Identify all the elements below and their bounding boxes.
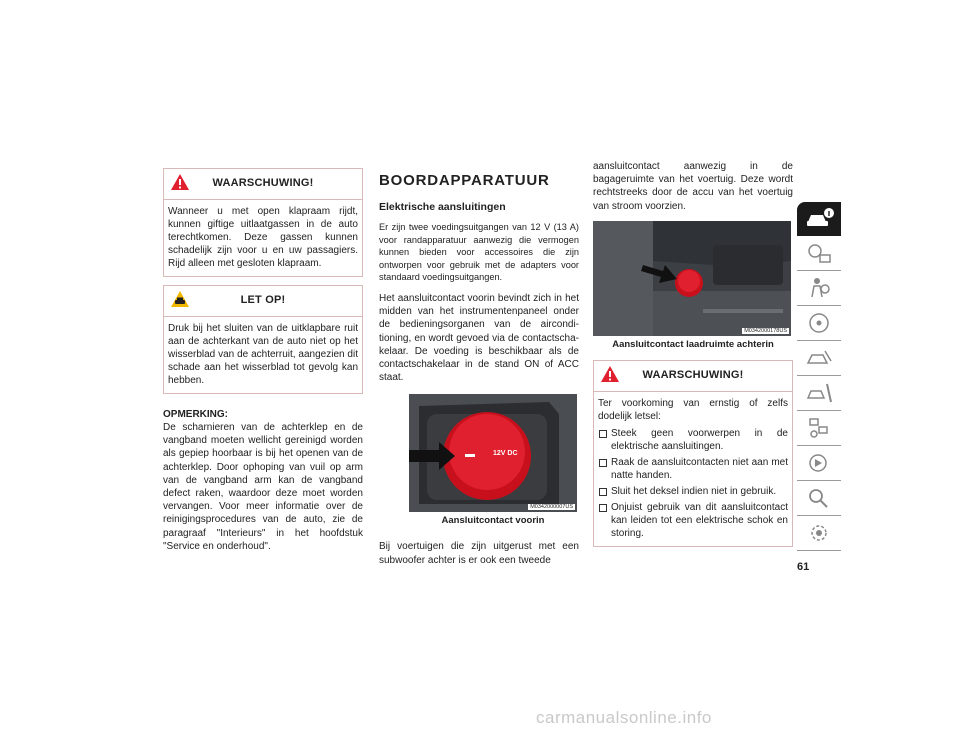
gear-icon xyxy=(805,520,835,546)
car-info-icon xyxy=(805,206,835,232)
note-heading: OPMERKING: xyxy=(163,409,228,420)
checkbox-square-icon xyxy=(599,459,607,467)
tab-starting-operating[interactable] xyxy=(797,306,841,341)
column-middle xyxy=(379,168,579,567)
steering-wheel-icon xyxy=(805,310,835,336)
warning-header xyxy=(164,169,362,200)
section-title: BOORDAPPARATUUR xyxy=(379,172,550,189)
tow-truck-icon xyxy=(805,345,835,371)
tab-technical-specs[interactable] xyxy=(797,411,841,446)
list-item: Raak de aansluitcontacten niet aan met natte handen. xyxy=(598,456,788,482)
rear-outlet-code: M0342000178US xyxy=(744,327,787,334)
front-outlet-caption: Aansluitcontact voorin xyxy=(441,515,545,527)
rear-outlet-caption: Aansluitcontact laadruimte achterin xyxy=(612,338,774,350)
section-subtitle: Elektrische aansluitingen xyxy=(379,201,506,213)
specs-icon xyxy=(805,415,835,441)
column-left xyxy=(163,168,363,553)
paragraph-3: Bij voertuigen die zijn uitgerust met een subwoofer achter is er ook een tweede xyxy=(379,541,579,566)
tab-emergency[interactable] xyxy=(797,341,841,376)
page-number: 61 xyxy=(797,561,810,573)
warning-box-2 xyxy=(593,360,793,547)
tab-multimedia[interactable] xyxy=(797,446,841,481)
tab-instrument-panel[interactable] xyxy=(797,236,841,271)
tab-language[interactable] xyxy=(797,516,841,551)
note-text: De scharnieren van de achterklep en de vangband moeten wellicht gereinigd worden als gepiep hoorbaar is bij het openen van de achterklep. Door ophoping van vuil op arm van de vangband arm kan de vangband defect raken, waardoor deze moet worden vervangen. Voor meer informatie over de reinigingsprocedures van de auto, zie de paragraaf "Interieurs" in het hoofdstuk "Service en onderhoud". xyxy=(163,422,363,552)
checkbox-square-icon xyxy=(599,430,607,438)
warning-list xyxy=(598,427,788,540)
paragraph-1: Er zijn twee voedingsuitgangen van 12 V (13 A) voor randapparatuur aanwezig die vermogen kunnen bieden voor accessoires die zijn ontworpen voor gebruik met de adapters voor standaard voedingsuitgangen. xyxy=(379,222,579,283)
multimedia-icon xyxy=(805,450,835,476)
rear-outlet-figure xyxy=(593,221,791,336)
warning-intro: Ter voorkoming van ernstig of zelfs dodelijk letsel: xyxy=(598,397,788,422)
checkbox-square-icon xyxy=(599,488,607,496)
list-item: Steek geen voorwerpen in de elektrische aansluitingen. xyxy=(598,427,788,453)
warning-text: Wanneer u met open klapraam rijdt, kunnen giftige uitlaatgassen in de auto terechtkomen. Deze gassen kunnen schadelijk zijn voor u en uw passagiers. Rijd alleen met gesloten klapraam. xyxy=(168,206,358,269)
list-item: Onjuist gebruik van dit aansluitcontact kan leiden tot een elektrische schok en storing. xyxy=(598,501,788,540)
seatbelt-icon xyxy=(805,275,835,301)
warning-box xyxy=(163,168,363,277)
tab-index[interactable] xyxy=(797,481,841,516)
chapter-tabs xyxy=(797,202,841,551)
caution-box xyxy=(163,285,363,394)
column-right xyxy=(593,161,793,547)
paragraph-4: aansluitcontact aanwezig in de bagageruimte van het voertuig. Deze wordt rechtstreeks door de accu van het voertuig van stroom voorzien. xyxy=(593,161,793,212)
caution-title: LET OP! xyxy=(240,294,286,306)
front-outlet-label: 12V DC xyxy=(493,450,518,458)
magnifier-icon xyxy=(805,485,835,511)
paragraph-2: Het aansluitcontact voorin bevindt zich in het midden van het instrumentenpaneel onder de bedieningsorganen van de aircondi-tioning, en wordt gevoed via de contactscha-kelaar. De voeding is beschikbaar als de contactschakelaar in de stand ON of ACC staat. xyxy=(379,292,579,384)
list-item: Sluit het deksel indien niet in gebruik. xyxy=(598,485,788,498)
tab-safety[interactable] xyxy=(797,271,841,306)
rear-outlet-image xyxy=(593,221,791,336)
caution-header xyxy=(164,286,362,317)
checkbox-square-icon xyxy=(599,504,607,512)
watermark: carmanualsonline.info xyxy=(536,708,712,727)
wrench-car-icon xyxy=(805,380,835,406)
tab-getting-to-know-vehicle[interactable] xyxy=(797,202,841,236)
dashboard-icon xyxy=(805,240,835,266)
warning-header-2 xyxy=(594,361,792,392)
warning-title-2: WAARSCHUWING! xyxy=(642,368,744,381)
warning-body-2 xyxy=(594,392,792,546)
tab-service-maintenance[interactable] xyxy=(797,376,841,411)
caution-text: Druk bij het sluiten van de uitklapbare ruit aan de achterkant van de auto niet op het wisserblad van de achterruit, aangezien dit schade aan het wisserblad tot gevolg kan hebben. xyxy=(168,323,358,386)
warning-title: WAARSCHUWING! xyxy=(212,177,314,189)
front-outlet-figure xyxy=(409,394,577,512)
front-outlet-code: M0342000007US xyxy=(530,504,573,511)
